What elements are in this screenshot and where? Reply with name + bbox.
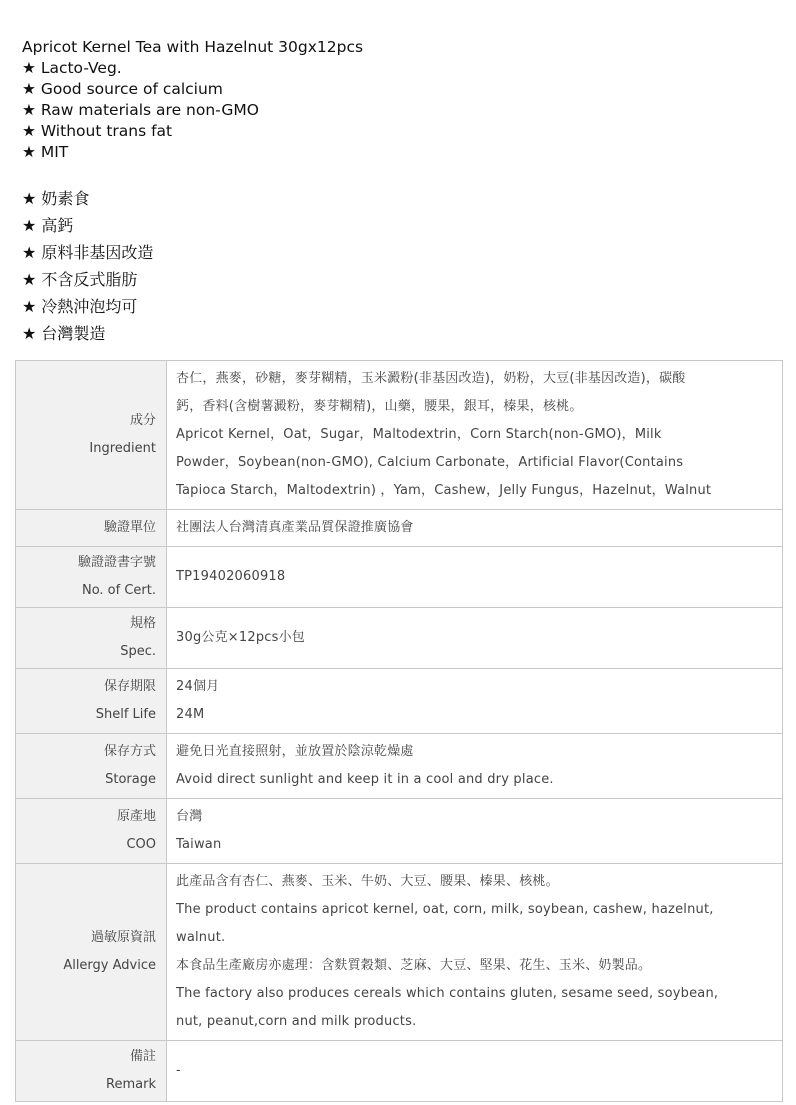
storage-value: 避免日光直接照射，並放置於陰涼乾燥處 Avoid direct sunlight and keep it in a cool and dry place. — [167, 734, 783, 799]
table-row-allergy — [16, 864, 783, 1041]
shelf-life-label: 保存期限 Shelf Life — [16, 669, 167, 734]
table-row-remark — [16, 1041, 783, 1102]
ingredient-label: 成分 Ingredient — [16, 361, 167, 510]
allergy-label: 過敏原資訊 Allergy Advice — [16, 864, 167, 1041]
zh-feature-list — [22, 185, 153, 347]
table-row-shelf-life — [16, 669, 783, 734]
origin-value: 台灣 Taiwan — [167, 799, 783, 864]
shelf-life-value: 24個月 24M — [167, 669, 783, 734]
zh-feature-bullet: ★ 冷熱沖泡均可 — [22, 297, 138, 316]
remark-value: - — [167, 1041, 783, 1102]
cert-no-label: 驗證證書字號 No. of Cert. — [16, 547, 167, 608]
storage-label: 保存方式 Storage — [16, 734, 167, 799]
spec-label: 規格 Spec. — [16, 608, 167, 669]
product-intro — [22, 37, 363, 163]
table-row-storage — [16, 734, 783, 799]
zh-feature-bullet: ★ 台灣製造 — [22, 324, 106, 343]
allergy-value: 此產品含有杏仁、燕麥、玉米、牛奶、大豆、腰果、榛果、核桃。 The product contains apricot kernel, oat, corn, milk, soybean, cashew, hazelnut, walnut. 本食品生產廠房亦處理：含麩質穀類、芝麻、大豆、堅果、花生、玉米、奶製品。 The factory also produces cereals which contains gluten, sesame seed, soybean, nut, peanut,corn and milk products. — [167, 864, 783, 1041]
product-spec-table — [15, 360, 783, 1102]
table-row-origin — [16, 799, 783, 864]
cert-no-value: TP19402060918 — [167, 547, 783, 608]
zh-feature-bullet: ★ 高鈣 — [22, 216, 74, 235]
zh-feature-bullet: ★ 不含反式脂肪 — [22, 270, 138, 289]
feature-bullet: ★ Raw materials are non-GMO — [22, 101, 259, 119]
feature-bullet: ★ MIT — [22, 143, 69, 161]
spec-value: 30g公克×12pcs小包 — [167, 608, 783, 669]
cert-unit-value: 社團法人台灣清真產業品質保證推廣協會 — [167, 510, 783, 547]
table-row-ingredient — [16, 361, 783, 510]
table-row-cert-unit — [16, 510, 783, 547]
zh-feature-bullet: ★ 奶素食 — [22, 189, 90, 208]
table-row-cert-no — [16, 547, 783, 608]
zh-feature-bullet: ★ 原料非基因改造 — [22, 243, 154, 262]
feature-bullet: ★ Good source of calcium — [22, 80, 223, 98]
cert-unit-label: 驗證單位 — [16, 510, 167, 547]
origin-label: 原產地 COO — [16, 799, 167, 864]
ingredient-value: 杏仁，燕麥，砂糖，麥芽糊精，玉米澱粉(非基因改造)，奶粉，大豆(非基因改造)，碳酸 鈣，香料(含樹薯澱粉，麥芽糊精)，山藥，腰果，銀耳，榛果，核桃。 Apricot Kernel，Oat，Sugar，Maltodextrin，Corn Starch(non-GMO)，Milk Powder，Soybean(non-GMO), Calcium Carbonate，Artificial Flavor(Contains Tapioca Starch，Maltodextrin) ，Yam，Cashew，Jelly Fungus，Hazelnut，Walnut — [167, 361, 783, 510]
feature-bullet: ★ Without trans fat — [22, 122, 173, 140]
product-title: Apricot Kernel Tea with Hazelnut 30gx12pcs — [22, 38, 364, 56]
remark-label: 備註 Remark — [16, 1041, 167, 1102]
feature-bullet: ★ Lacto-Veg. — [22, 59, 122, 77]
table-row-spec — [16, 608, 783, 669]
